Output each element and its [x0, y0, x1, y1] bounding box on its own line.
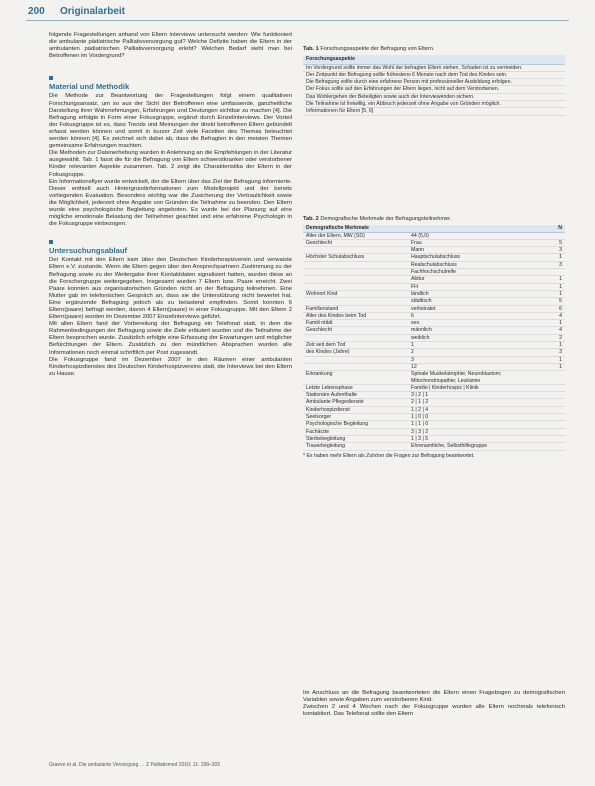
table-cell: Fachärzte — [306, 428, 330, 435]
page-header — [0, 0, 595, 22]
table-cell: 1 — [559, 342, 562, 349]
table-cell: Alter der Eltern, MW (SD) — [306, 232, 365, 239]
table-cell: 2 — [559, 334, 562, 341]
table-1-caption: Tab. 1 Forschungsaspekte der Befragung von Eltern. — [303, 46, 435, 52]
table-cell: Kinderhospizdienst — [306, 406, 350, 413]
table-cell — [303, 298, 411, 304]
table-cell — [538, 371, 565, 384]
table-cell: 6 — [559, 305, 562, 312]
table-cell — [303, 262, 411, 268]
table-row — [303, 342, 565, 349]
table-cell: 3 | 3 | 2 — [411, 428, 429, 435]
intro-paragraph: folgende Fragestellungen anhand von Eltern interviews untersucht werden: Wie funktioniert die ambulante pädiatrische Palliativversorgung gut? Welche Defizite haben die Eltern in der ambulanten pädiatrischen Palliativversorgung erlebt? Welchen Bedarf sieht man bei Betroffenen im Vordergrund? — [49, 32, 292, 60]
table-cell: sex. — [411, 320, 421, 327]
table-cell — [303, 364, 411, 370]
table-cell: 2 — [411, 349, 414, 356]
table-row — [303, 298, 565, 305]
table-cell: städtisch — [411, 298, 432, 305]
section-square-icon — [49, 240, 53, 244]
table-cell — [538, 385, 565, 391]
table-row — [303, 233, 565, 240]
table-row — [303, 357, 565, 364]
table-cell: Geschlecht — [306, 239, 332, 246]
table-cell: Erkrankung — [306, 371, 333, 378]
table-cell: 12 — [411, 363, 417, 370]
table-row — [303, 320, 565, 327]
table-cell: männlich — [411, 327, 432, 334]
table-cell: 1 — [559, 320, 562, 327]
right-column — [303, 690, 565, 718]
table-cell — [538, 269, 565, 275]
table-2-caption: Tab. 2 Demografische Merkmale der Befragungsteilnehmer. — [303, 216, 452, 222]
table-cell: 4 — [559, 327, 562, 334]
table-row: Der Zeitpunkt der Befragung sollte frühestens 6 Monate nach dem Tod des Kindes sein. — [303, 72, 565, 79]
table-row — [303, 436, 565, 443]
table-cell: Frau — [411, 239, 422, 246]
table-row — [303, 421, 565, 428]
table-cell: 5 — [559, 239, 562, 246]
table-cell: des Kindes (Jahre) — [306, 349, 350, 356]
header-rule — [26, 20, 569, 21]
table-cell: Ambulante Pflegedienste — [306, 399, 364, 406]
table-row — [303, 269, 565, 276]
table-cell: weiblich — [411, 334, 430, 341]
table-row: Der Fokus sollte auf den Erfahrungen der Eltern liegen, nicht auf dem Verstorbenen. — [303, 86, 565, 93]
table-cell — [538, 414, 565, 420]
table-cell: 1 | 0 | 0 — [411, 414, 429, 421]
table-cell — [303, 335, 411, 341]
table-cell: Trauerbegleitung — [306, 443, 346, 450]
recruitment-paragraph-3: Die Fokusgruppe fand im Dezember 2007 in den Räumen einer ambulanten Kinderhospizdienstes des Deutschen Kinderhospizvereins statt, die Interviews bei den Eltern zu Hause. — [49, 356, 292, 377]
table-cell: Familienstand — [306, 305, 339, 312]
right-paragraph-1: Im Anschluss an die Befragung beantworteten die Eltern einen Fragebogen zu demografischen Variablen sowie Angaben zum verstorbenen Kind. — [303, 690, 565, 704]
table-row — [303, 254, 565, 261]
table-cell: 3 — [559, 349, 562, 356]
table-2-note: * Es haben mehr Eltern als Zuhörer die Fragen zur Befragung beantwortet. — [303, 452, 475, 459]
section-square-icon — [49, 76, 53, 80]
right-paragraph-2: Zwischen 2 und 4 Wochen nach der Fokusgruppe wurden alle Eltern nochmals telefonisch kontaktiert. Das Telefonat sollte den Eltern — [303, 704, 565, 718]
table-row — [303, 313, 565, 320]
table-row — [303, 392, 565, 399]
table-cell: Zeit seit dem Tod — [306, 342, 346, 349]
table-row — [303, 385, 565, 392]
table-cell: 1 — [559, 254, 562, 261]
table-cell — [538, 233, 565, 239]
table-cell: Stationäre Aufenthalte — [306, 392, 358, 399]
table-row — [303, 364, 565, 371]
methods-heading: Material und Methodik — [49, 82, 130, 92]
table-cell: FH — [411, 283, 418, 290]
table-cell: 6 — [411, 312, 414, 319]
methods-paragraph-3: Ein Informationsflyer wurde entwickelt, der die Eltern über das Ziel der Befragung informierte. Dieser enthielt auch Hintergrundinformationen zum Modellprojekt und der bereits vorliegenden Evaluation. Besonders wichtig war die Zusicherung der Vertraulichkeit sowie die Möglichkeit, jederzeit ohne Angabe von Gründen die Teilnahme zu beenden. Den Eltern wurde eine psychologische Begleitung angeboten. Es wurde bei der Planung auf eine mögliche emotionale Belastung der Teilnehmer geachtet und eine erfahrene Psychologin in die Fokusgruppe einbezogen. — [49, 178, 292, 228]
table-row — [303, 247, 565, 254]
table-row — [303, 284, 565, 291]
table-cell: 4 — [559, 312, 562, 319]
table-row — [303, 335, 565, 342]
recruitment-paragraph-1: Der Kontakt mit den Eltern kam über den Deutschen Kinderhospizverein und verwaiste Eltern e.V. zustande. Wenn die Eltern gegen über den Ansprechpartnern Zustimmung zu der Befragung sowie zu der Weitergabe ihrer Kontaktdaten signalisiert hatten, wurden diese an die Forschergruppe weitergegeben. Insgesamt wurden 7 Eltern bzw. Paare erreicht. Zwei Paare konnten aus organisatorischen Gründen nicht an der Befragung teilnehmen. Eine Mutter gab im telefonischen Gespräch an, dass sie die Unterstützung nicht bewertet hat. Eine ergänzende Befragung jedoch als zu belastend empfinden. Somit konnten 6 Eltern(paare) befragt werden, davon 4 Eltern(paare) in einer Fokusgruppe. Mit den Eltern 2 Eltern(paare) wurden im Dezember 2007 Einzelinterviews geführt. — [49, 257, 292, 321]
table-cell: Sterbebegleitung — [306, 435, 346, 442]
table-cell — [538, 392, 565, 398]
table-cell: Letzte Lebensphase — [306, 384, 353, 391]
table-cell: Alter des Kindes beim Tod — [306, 312, 367, 319]
table-row — [303, 443, 565, 450]
table-cell: 1 — [559, 290, 562, 297]
table-1 — [303, 46, 565, 116]
left-column — [49, 32, 292, 378]
table-cell: 1 | 1 | 0 — [411, 421, 429, 428]
rubric: Originalarbeit — [60, 6, 126, 17]
table-row — [303, 349, 565, 356]
table-row: Die Teilnahme ist freiwillig, ein Abbruch jederzeit ohne Angabe von Gründen möglich. — [303, 101, 565, 108]
table-cell — [303, 247, 411, 253]
table-cell: 3 | 2 | 1 — [411, 392, 429, 399]
table-cell — [303, 269, 411, 275]
table-2-body — [303, 233, 565, 451]
table-cell: Psychologische Begleitung — [306, 421, 369, 428]
table-row — [303, 429, 565, 436]
table-cell: Höchster Schulabschluss — [306, 254, 365, 261]
table-cell: 1 — [559, 356, 562, 363]
table-cell: ländlich — [411, 290, 429, 297]
table-cell — [538, 421, 565, 427]
table-cell: 3 — [559, 247, 562, 254]
table-cell: Abitur — [411, 276, 425, 283]
methods-paragraph-1: Die Methode zur Beantwortung der Fragestellungen folgt einem qualitativen Forschungsansatz, um so aus der Sicht der Betroffenen eine umfassende, ganzheitliche Darstellung ihrer Wahrnehmungen, Erfahrungen und Deutungen sichtbar zu machen [4]. Die Befragung erfolgte in Form einer Fokusgruppe, ergänzt durch Einzelinterviews. Der Vorteil der Fokusgruppe ist es, dass Trends und Meinungen der direkt betroffenen Eltern gebündelt erfasst werden können und somit in kurzer Zeit viele Facetten des Themas beleuchtet werden können [4]. Es zeichnet sich dabei ab, dass die Befragten in den meisten Themen gemeinsame Erfahrungen machten. — [49, 93, 292, 150]
table-row — [303, 414, 565, 421]
table-cell: 44 (5,0) — [411, 232, 429, 239]
table-row: Informationen für Eltern [5, 6] — [303, 108, 565, 115]
table-cell: 5 — [559, 298, 562, 305]
methods-paragraph-2: Die Methoden zur Datenerhebung wurden in Anlehnung an die Empfehlungen in der Literatur ausgewählt. Tab. 1 fasst die für die Befragung von Eltern schwerstkranker oder verstorbener Kinder relevanten Aspekte zusammen. Tab. 2 zeigt die Charakteristika der Eltern in der Fokusgruppe. — [49, 150, 292, 178]
table-row — [303, 371, 565, 385]
table-cell: verheiratet — [411, 305, 436, 312]
table-2-header: Demografische Merkmale N — [303, 225, 565, 232]
table-cell: Mann — [411, 247, 424, 254]
table-cell — [538, 399, 565, 405]
table-cell: Seelsorger — [306, 414, 332, 421]
page-number: 200 — [28, 6, 45, 17]
table-cell: Familie | Kinderhospiz | Klinik — [411, 384, 479, 391]
table-cell: Hauptschulabschluss — [411, 254, 461, 261]
table-cell: Wohnort Kind — [306, 290, 338, 297]
table-cell — [538, 443, 565, 449]
table-cell: Spinale Muskelatrophie; Neuroblastom; Mitochondriopathie; Leukämie — [411, 371, 502, 384]
table-cell — [538, 407, 565, 413]
table-cell: 3 — [411, 356, 414, 363]
table-1-header: Forschungsaspekte — [303, 55, 565, 64]
table-cell: 1 | 2 | 4 — [411, 406, 429, 413]
table-cell: 1 — [559, 283, 562, 290]
table-cell — [303, 276, 411, 282]
table-cell: Ehrenamtliche, Selbsthilfegruppe — [411, 443, 488, 450]
table-row: Im Vordergrund sollte immer das Wohl der befragten Eltern stehen, Schaden ist zu vermeiden. — [303, 65, 565, 72]
table-row — [303, 240, 565, 247]
recruitment-heading: Untersuchungsablauf — [49, 246, 128, 256]
table-cell: 3 — [559, 261, 562, 268]
table-cell: Fachhochschulreife — [411, 269, 456, 276]
table-cell: 1 | 3 | 5 — [411, 435, 429, 442]
table-2 — [303, 216, 565, 459]
page-footer: Graeve et al. Die ambulante Versorgung … Z Palliativmed 2010; 11: 198–205 — [49, 762, 221, 768]
table-cell: Famili ntität — [306, 320, 333, 327]
table-row — [303, 276, 565, 283]
table-cell — [303, 284, 411, 290]
table-row — [303, 306, 565, 313]
table-row — [303, 262, 565, 269]
table-row — [303, 327, 565, 334]
table-row — [303, 399, 565, 406]
table-cell: 1 — [411, 342, 414, 349]
table-row: Das Wohlergehen der Beteiligten sowie auch der Interviewenden sichern. — [303, 94, 565, 101]
table-cell — [303, 357, 411, 363]
table-cell: 1 — [559, 276, 562, 283]
table-row: Die Befragung sollte durch eine erfahrene Person mit professioneller Ausbildung erfolgen. — [303, 79, 565, 86]
table-cell: Realschulabschluss — [411, 261, 457, 268]
table-cell — [538, 436, 565, 442]
recruitment-paragraph-2: Mit allen Eltern fand der Vorbereitung der Befragung ein Telefonat statt, in dem die Rahmenbedingungen der Befragung sowie die Ziele erläutert wurden und die Teilnahme der Eltern besprochen wurde. Zusätzlich erfolgte eine Erfassung der Erwartungen und möglicher Befürchtungen der Eltern. Zusätzlich zu den mündlichen Absprachen wurden alle Informationen noch einmal schriftlich per Post zugesandt. — [49, 321, 292, 356]
table-cell: 2 | 1 | 2 — [411, 399, 429, 406]
table-cell — [538, 429, 565, 435]
table-cell: Geschlecht — [306, 327, 332, 334]
table-row — [303, 291, 565, 298]
table-cell: 1 — [559, 363, 562, 370]
table-row — [303, 407, 565, 414]
